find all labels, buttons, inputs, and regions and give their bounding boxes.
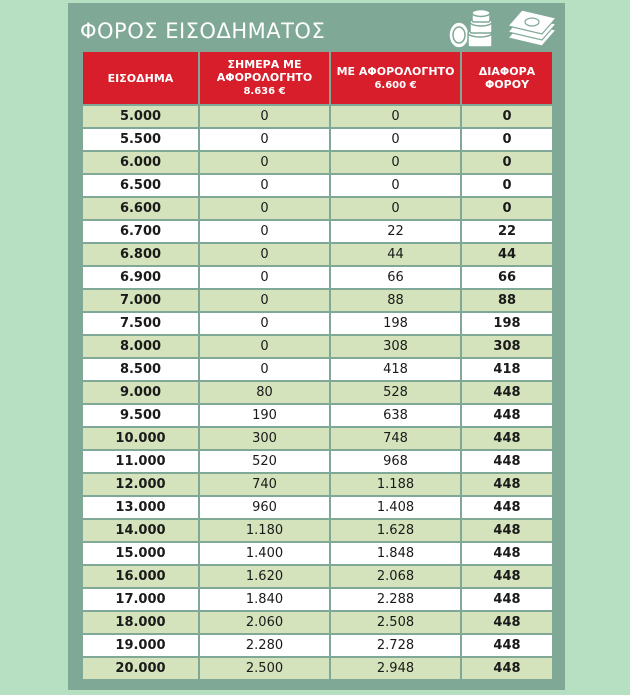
tax-current-cell: 0 bbox=[199, 105, 330, 128]
tax-new-cell: 0 bbox=[330, 197, 461, 220]
income-cell: 5.000 bbox=[82, 105, 199, 128]
column-header-2 bbox=[199, 52, 330, 105]
tax-current-cell: 0 bbox=[199, 197, 330, 220]
tax-new-cell: 308 bbox=[330, 335, 461, 358]
table-row bbox=[82, 611, 553, 634]
table-row bbox=[82, 542, 553, 565]
tax-difference-cell: 308 bbox=[461, 335, 553, 358]
income-cell: 9.500 bbox=[82, 404, 199, 427]
tax-difference-cell: 448 bbox=[461, 381, 553, 404]
column-header-label: ΜΕ ΑΦΟΡΟΛΟΓΗΤΟ bbox=[336, 64, 455, 78]
column-header-label: ΣΗΜΕΡΑ ΜΕ ΑΦΟΡΟΛΟΓΗΤΟ bbox=[216, 58, 313, 84]
tax-current-cell: 2.500 bbox=[199, 657, 330, 679]
table-row bbox=[82, 220, 553, 243]
income-cell: 6.700 bbox=[82, 220, 199, 243]
tax-new-cell: 528 bbox=[330, 381, 461, 404]
income-cell: 19.000 bbox=[82, 634, 199, 657]
tax-difference-cell: 448 bbox=[461, 519, 553, 542]
income-cell: 14.000 bbox=[82, 519, 199, 542]
banknotes-icon bbox=[504, 8, 558, 50]
table-header-row bbox=[82, 52, 553, 105]
income-cell: 6.900 bbox=[82, 266, 199, 289]
tax-current-cell: 0 bbox=[199, 289, 330, 312]
tax-new-cell: 0 bbox=[330, 128, 461, 151]
tax-difference-cell: 0 bbox=[461, 151, 553, 174]
tax-current-cell: 1.840 bbox=[199, 588, 330, 611]
tax-new-cell: 1.408 bbox=[330, 496, 461, 519]
table-row bbox=[82, 335, 553, 358]
income-cell: 7.500 bbox=[82, 312, 199, 335]
tax-difference-cell: 448 bbox=[461, 450, 553, 473]
tax-new-cell: 88 bbox=[330, 289, 461, 312]
column-header-3 bbox=[330, 52, 461, 105]
income-cell: 10.000 bbox=[82, 427, 199, 450]
table-row bbox=[82, 519, 553, 542]
column-header-subtitle: 6.600 € bbox=[374, 79, 417, 91]
tax-new-cell: 2.948 bbox=[330, 657, 461, 679]
tax-new-cell: 2.508 bbox=[330, 611, 461, 634]
table-row bbox=[82, 151, 553, 174]
tax-current-cell: 0 bbox=[199, 128, 330, 151]
tax-new-cell: 22 bbox=[330, 220, 461, 243]
income-cell: 6.000 bbox=[82, 151, 199, 174]
income-cell: 16.000 bbox=[82, 565, 199, 588]
tax-new-cell: 1.188 bbox=[330, 473, 461, 496]
tax-current-cell: 2.280 bbox=[199, 634, 330, 657]
table-body bbox=[82, 105, 553, 679]
tax-difference-cell: 448 bbox=[461, 404, 553, 427]
tax-difference-cell: 88 bbox=[461, 289, 553, 312]
tax-current-cell: 1.180 bbox=[199, 519, 330, 542]
tax-difference-cell: 448 bbox=[461, 473, 553, 496]
income-cell: 12.000 bbox=[82, 473, 199, 496]
table-row bbox=[82, 289, 553, 312]
table-row bbox=[82, 450, 553, 473]
income-tax-table bbox=[81, 52, 554, 679]
tax-difference-cell: 0 bbox=[461, 128, 553, 151]
table-row bbox=[82, 473, 553, 496]
tax-difference-cell: 448 bbox=[461, 588, 553, 611]
table-row bbox=[82, 427, 553, 450]
income-cell: 17.000 bbox=[82, 588, 199, 611]
tax-new-cell: 44 bbox=[330, 243, 461, 266]
table-row bbox=[82, 496, 553, 519]
tax-current-cell: 1.620 bbox=[199, 565, 330, 588]
tax-new-cell: 1.848 bbox=[330, 542, 461, 565]
tax-difference-cell: 448 bbox=[461, 611, 553, 634]
tax-current-cell: 0 bbox=[199, 243, 330, 266]
tax-current-cell: 2.060 bbox=[199, 611, 330, 634]
tax-difference-cell: 418 bbox=[461, 358, 553, 381]
table-row bbox=[82, 565, 553, 588]
tax-current-cell: 0 bbox=[199, 151, 330, 174]
table-row bbox=[82, 358, 553, 381]
tax-current-cell: 80 bbox=[199, 381, 330, 404]
tax-current-cell: 300 bbox=[199, 427, 330, 450]
tax-difference-cell: 448 bbox=[461, 657, 553, 679]
income-cell: 20.000 bbox=[82, 657, 199, 679]
table-row bbox=[82, 197, 553, 220]
tax-difference-cell: 448 bbox=[461, 542, 553, 565]
income-cell: 11.000 bbox=[82, 450, 199, 473]
tax-difference-cell: 198 bbox=[461, 312, 553, 335]
tax-current-cell: 0 bbox=[199, 220, 330, 243]
tax-current-cell: 0 bbox=[199, 358, 330, 381]
income-cell: 8.000 bbox=[82, 335, 199, 358]
income-cell: 18.000 bbox=[82, 611, 199, 634]
column-header-label: ΔΙΑΦΟΡΑ ΦΟΡΟΥ bbox=[478, 65, 536, 91]
coins-icon bbox=[446, 7, 498, 51]
income-cell: 15.000 bbox=[82, 542, 199, 565]
tax-new-cell: 0 bbox=[330, 174, 461, 197]
tax-current-cell: 520 bbox=[199, 450, 330, 473]
column-header-subtitle: 8.636 € bbox=[243, 86, 286, 97]
tax-current-cell: 0 bbox=[199, 266, 330, 289]
tax-current-cell: 190 bbox=[199, 404, 330, 427]
tax-new-cell: 0 bbox=[330, 151, 461, 174]
tax-current-cell: 0 bbox=[199, 174, 330, 197]
tax-difference-cell: 0 bbox=[461, 197, 553, 220]
table-row bbox=[82, 588, 553, 611]
tax-new-cell: 2.728 bbox=[330, 634, 461, 657]
table-row bbox=[82, 105, 553, 128]
tax-infographic-panel bbox=[68, 3, 565, 690]
tax-difference-cell: 22 bbox=[461, 220, 553, 243]
table-row bbox=[82, 266, 553, 289]
tax-new-cell: 748 bbox=[330, 427, 461, 450]
table-row bbox=[82, 312, 553, 335]
tax-current-cell: 960 bbox=[199, 496, 330, 519]
income-cell: 6.500 bbox=[82, 174, 199, 197]
column-header-1 bbox=[82, 52, 199, 105]
page-title: ΦΟΡΟΣ ΕΙΣΟΔΗΜΑΤΟΣ bbox=[80, 19, 326, 43]
table-row bbox=[82, 174, 553, 197]
tax-new-cell: 418 bbox=[330, 358, 461, 381]
tax-difference-cell: 448 bbox=[461, 427, 553, 450]
table-row bbox=[82, 381, 553, 404]
tax-difference-cell: 448 bbox=[461, 565, 553, 588]
income-cell: 6.600 bbox=[82, 197, 199, 220]
tax-new-cell: 0 bbox=[330, 105, 461, 128]
tax-difference-cell: 448 bbox=[461, 634, 553, 657]
table-row bbox=[82, 634, 553, 657]
column-header-label: ΕΙΣΟΔΗΜΑ bbox=[107, 71, 174, 85]
table-row bbox=[82, 657, 553, 679]
column-header-4 bbox=[461, 52, 553, 105]
income-cell: 5.500 bbox=[82, 128, 199, 151]
tax-difference-cell: 448 bbox=[461, 496, 553, 519]
income-cell: 7.000 bbox=[82, 289, 199, 312]
tax-current-cell: 1.400 bbox=[199, 542, 330, 565]
tax-difference-cell: 0 bbox=[461, 105, 553, 128]
tax-new-cell: 2.068 bbox=[330, 565, 461, 588]
tax-new-cell: 638 bbox=[330, 404, 461, 427]
tax-new-cell: 66 bbox=[330, 266, 461, 289]
income-cell: 9.000 bbox=[82, 381, 199, 404]
tax-current-cell: 0 bbox=[199, 335, 330, 358]
table-row bbox=[82, 243, 553, 266]
tax-new-cell: 198 bbox=[330, 312, 461, 335]
table-row bbox=[82, 404, 553, 427]
tax-new-cell: 1.628 bbox=[330, 519, 461, 542]
tax-new-cell: 968 bbox=[330, 450, 461, 473]
table-row bbox=[82, 128, 553, 151]
tax-current-cell: 0 bbox=[199, 312, 330, 335]
income-cell: 6.800 bbox=[82, 243, 199, 266]
tax-difference-cell: 0 bbox=[461, 174, 553, 197]
tax-difference-cell: 66 bbox=[461, 266, 553, 289]
tax-current-cell: 740 bbox=[199, 473, 330, 496]
tax-new-cell: 2.288 bbox=[330, 588, 461, 611]
income-cell: 8.500 bbox=[82, 358, 199, 381]
income-cell: 13.000 bbox=[82, 496, 199, 519]
tax-difference-cell: 44 bbox=[461, 243, 553, 266]
